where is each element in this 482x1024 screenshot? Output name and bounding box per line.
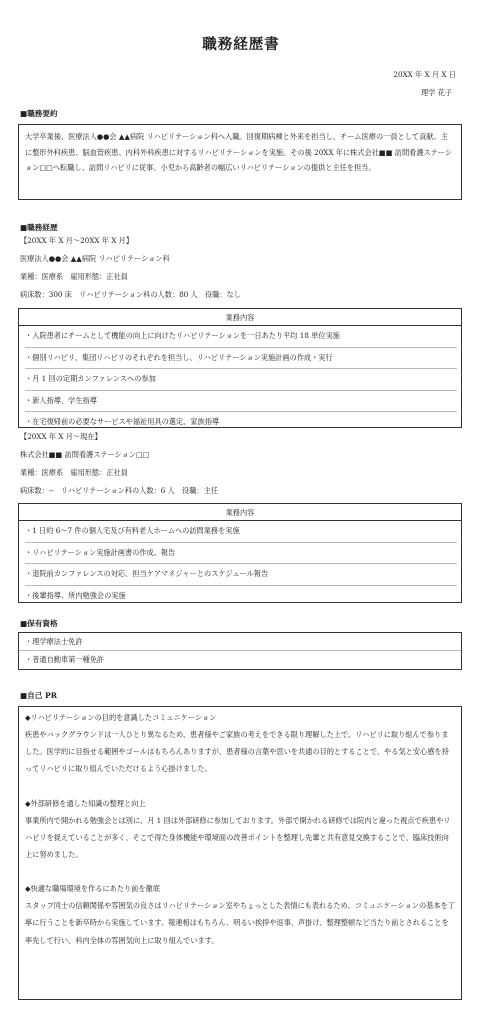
list-item: ・リハビリテーション実施計画書の作成、報告 (25, 543, 457, 565)
list-item: ・退院前カンファレンスの対応、担当ケアマネジャーとのスケジュール報告 (25, 564, 457, 586)
job2-type: 業種：医療系 雇用形態：正社員 (20, 468, 128, 477)
job2-stats: 病床数：-- リハビリテーション科の人数：6 人 役職：主任 (20, 486, 218, 495)
list-item: ・月 1 回の定期カンファレンスへの参加 (25, 369, 457, 391)
pr-heading: ■自己 PR (20, 691, 58, 700)
pr-block-title: ◆外部研修を通した知識の整理と向上 (25, 798, 146, 808)
qualifications-heading: ■保有資格 (20, 619, 58, 628)
pr-block (25, 880, 455, 949)
list-item: ・普通自動車第一種免許 (25, 655, 105, 664)
job2-employer: 株式会社■■ 訪問看護ステーション□□ (20, 450, 150, 459)
summary-heading: ■職務要約 (20, 109, 58, 118)
page-title: 職務経歴書 (202, 36, 280, 53)
job1-duty-box (18, 308, 462, 428)
job1-stats: 病床数：300 床 リハビリテーション科の人数：80 人 役職：なし (20, 290, 241, 299)
job1-duty-heading: 業務内容 (19, 309, 461, 326)
summary-box (18, 124, 462, 200)
pr-block (25, 795, 455, 864)
job1-period: 【20XX 年 X 月～20XX 年 X 月】 (20, 236, 134, 245)
list-item: ・個別リハビリ、集団リハビリのそれぞれを担当し、リハビリテーション実施計画の作成・実行 (25, 348, 457, 370)
list-item: ・1 日約 6～7 件の個人宅及び有料老人ホームへの訪問業務を実施 (25, 521, 457, 543)
job2-duty-list (25, 521, 457, 606)
job1-duty-list (25, 326, 457, 433)
pr-box (18, 706, 462, 1000)
list-item: ・入院患者にチームとして機能の向上に向けたリハビリテーションを一日あたり平均 18 単位実施 (25, 326, 457, 348)
list-item: ・後輩指導、所内勉強会の実施 (25, 590, 126, 600)
pr-block-body: 疾患やバックグラウンドは一人ひとり異なるため、患者様やご家族の考えをできる限り理解した上で、リハビリに取り組んで参りました。医学的に目指せる範囲やゴールはもちろんありますが、患者様の言葉や思いを共通の目的とすることで、やる気と安心感を持ってリハビリに取り組んでいただけるよう心掛けました。 (25, 730, 449, 774)
pr-block-body: 事業所内で開かれる勉強会とは別に、月 1 回は外部研修に参加しております。外部で開かれる研修では院内と違った視点で疾患やリハビリを捉えていることが多く、そこで得た身体機能や環境面の改善ポイントを整理し先輩と共有意見交換することで、臨床技術向上に努めました。 (25, 815, 451, 860)
job2-duty-heading: 業務内容 (19, 504, 461, 521)
job1-employer: 医療法人●●会 ▲▲病院 リハビリテーション科 (20, 254, 170, 263)
list-item: ・新人指導、学生指導 (25, 391, 457, 413)
document-date: 20XX 年 X 月 X 日 (393, 70, 456, 79)
job2-period: 【20XX 年 X 月～現在】 (20, 432, 102, 441)
list-item: ・理学療法士免許 (19, 633, 461, 651)
pr-block-title: ◆快適な職場環境を作るにあたり前を徹底 (25, 884, 160, 894)
pr-block (25, 709, 455, 778)
pr-block-title: ◆リハビリテーションの目的を意識したコミュニケーション (25, 713, 217, 722)
author-name: 理学 花子 (420, 88, 452, 97)
job2-duty-box (18, 503, 462, 603)
job1-type: 業種：医療系 雇用形態：正社員 (20, 272, 128, 281)
summary-text: 大学卒業後、医療法人●●会 ▲▲病院 リハビリテーション科へ入職。回復期病棟と外来を担当し、チーム医療の一員として貢献。主に整形外科疾患、脳血管疾患、内科外科疾患に対するリハビリテーションを実施。その後 20XX 年に株式会社■■ 訪問看護ステーション□□へ転職し、訪問リハビリに従事。小児から高齢者の幅広いリハビリテーションの提供と主任を担当。 (25, 132, 453, 172)
history-heading: ■職務経歴 (20, 223, 58, 232)
pr-block-body: スタッフ同士の信頼関係や雰囲気の良さはリハビリテーション室やちょっとした表情にも表れるため、コミュニケーションの基本を丁寧に行うことを新卒時から実施しています。報連相はもちろん、明るい挨拶や返事、声掛け、整理整頓など当たり前とされることを率先して行い、科内全体の雰囲気向上に取り組んでいます。 (25, 901, 455, 945)
qualifications-box (18, 632, 462, 670)
list-item: ・在宅復帰前の必要なサービスや福祉用具の選定、家族指導 (25, 417, 220, 426)
